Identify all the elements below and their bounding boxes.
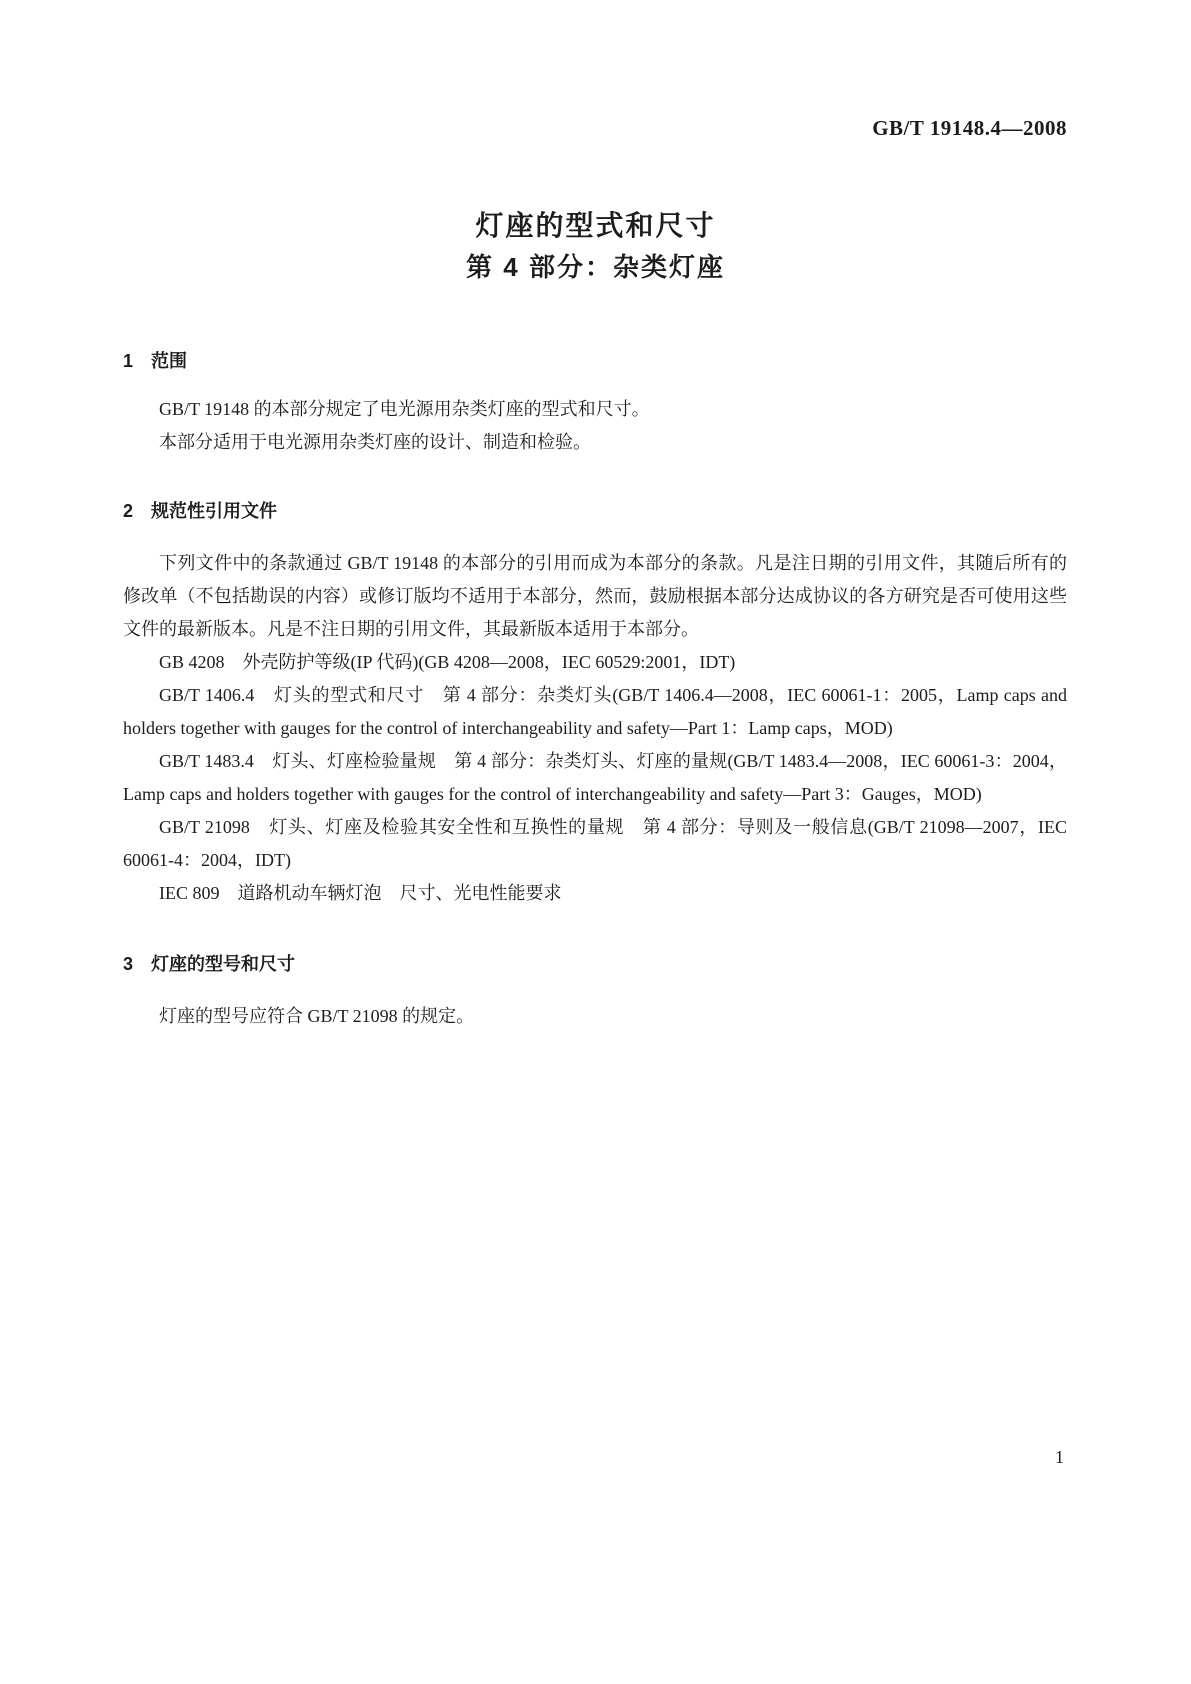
document-title xyxy=(0,205,1191,287)
section-1-paragraph: 本部分适用于电光源用杂类灯座的设计、制造和检验。 xyxy=(159,432,591,452)
doc-number: GB/T 19148.4—2008 xyxy=(872,116,1067,140)
section-3-heading: 3 灯座的型号和尺寸 xyxy=(123,954,296,974)
document-title-line1: 灯座的型式和尺寸 xyxy=(475,210,716,241)
section-1-heading: 1 范围 xyxy=(123,351,188,371)
normative-reference: GB/T 21098 灯头、灯座及检验其安全性和互换性的量规 第 4 部分：导则及一般信息(GB/T 21098—2007，IEC 60061-4：2004，IDT) xyxy=(123,817,1067,870)
normative-reference: GB/T 1483.4 灯头、灯座检验量规 第 4 部分：杂类灯头、灯座的量规(GB/T 1483.4—2008，IEC 60061-3：2004，Lamp caps and holders together with gauges for the control of interchangeability and safety—Part 3：Gauges，MOD) xyxy=(123,751,1067,804)
section-2-intro-paragraph: 下列文件中的条款通过 GB/T 19148 的本部分的引用而成为本部分的条款。凡是注日期的引用文件，其随后所有的修改单（不包括勘误的内容）或修订版均不适用于本部分，然而，鼓励根据本部分达成协议的各方研究是否可使用这些文件的最新版本。凡是不注日期的引用文件，其最新版本适用于本部分。 xyxy=(123,553,1067,639)
section-3-paragraph: 灯座的型号应符合 GB/T 21098 的规定。 xyxy=(159,1006,475,1026)
section-2-heading: 2 规范性引用文件 xyxy=(123,501,278,521)
page-number: 1 xyxy=(1055,1447,1064,1467)
normative-reference: GB 4208 外壳防护等级(IP 代码)(GB 4208—2008，IEC 60529:2001，IDT) xyxy=(159,652,736,672)
section-1-paragraph: GB/T 19148 的本部分规定了电光源用杂类灯座的型式和尺寸。 xyxy=(159,399,650,419)
normative-reference: GB/T 1406.4 灯头的型式和尺寸 第 4 部分：杂类灯头(GB/T 1406.4—2008，IEC 60061-1：2005，Lamp caps and holders together with gauges for the control of interchangeability and safety—Part 1：Lamp caps，MOD) xyxy=(123,685,1067,738)
normative-reference: IEC 809 道路机动车辆灯泡 尺寸、光电性能要求 xyxy=(159,883,562,903)
document-title-line2: 第 4 部分：杂类灯座 xyxy=(466,252,725,282)
document-body xyxy=(0,349,1191,1033)
